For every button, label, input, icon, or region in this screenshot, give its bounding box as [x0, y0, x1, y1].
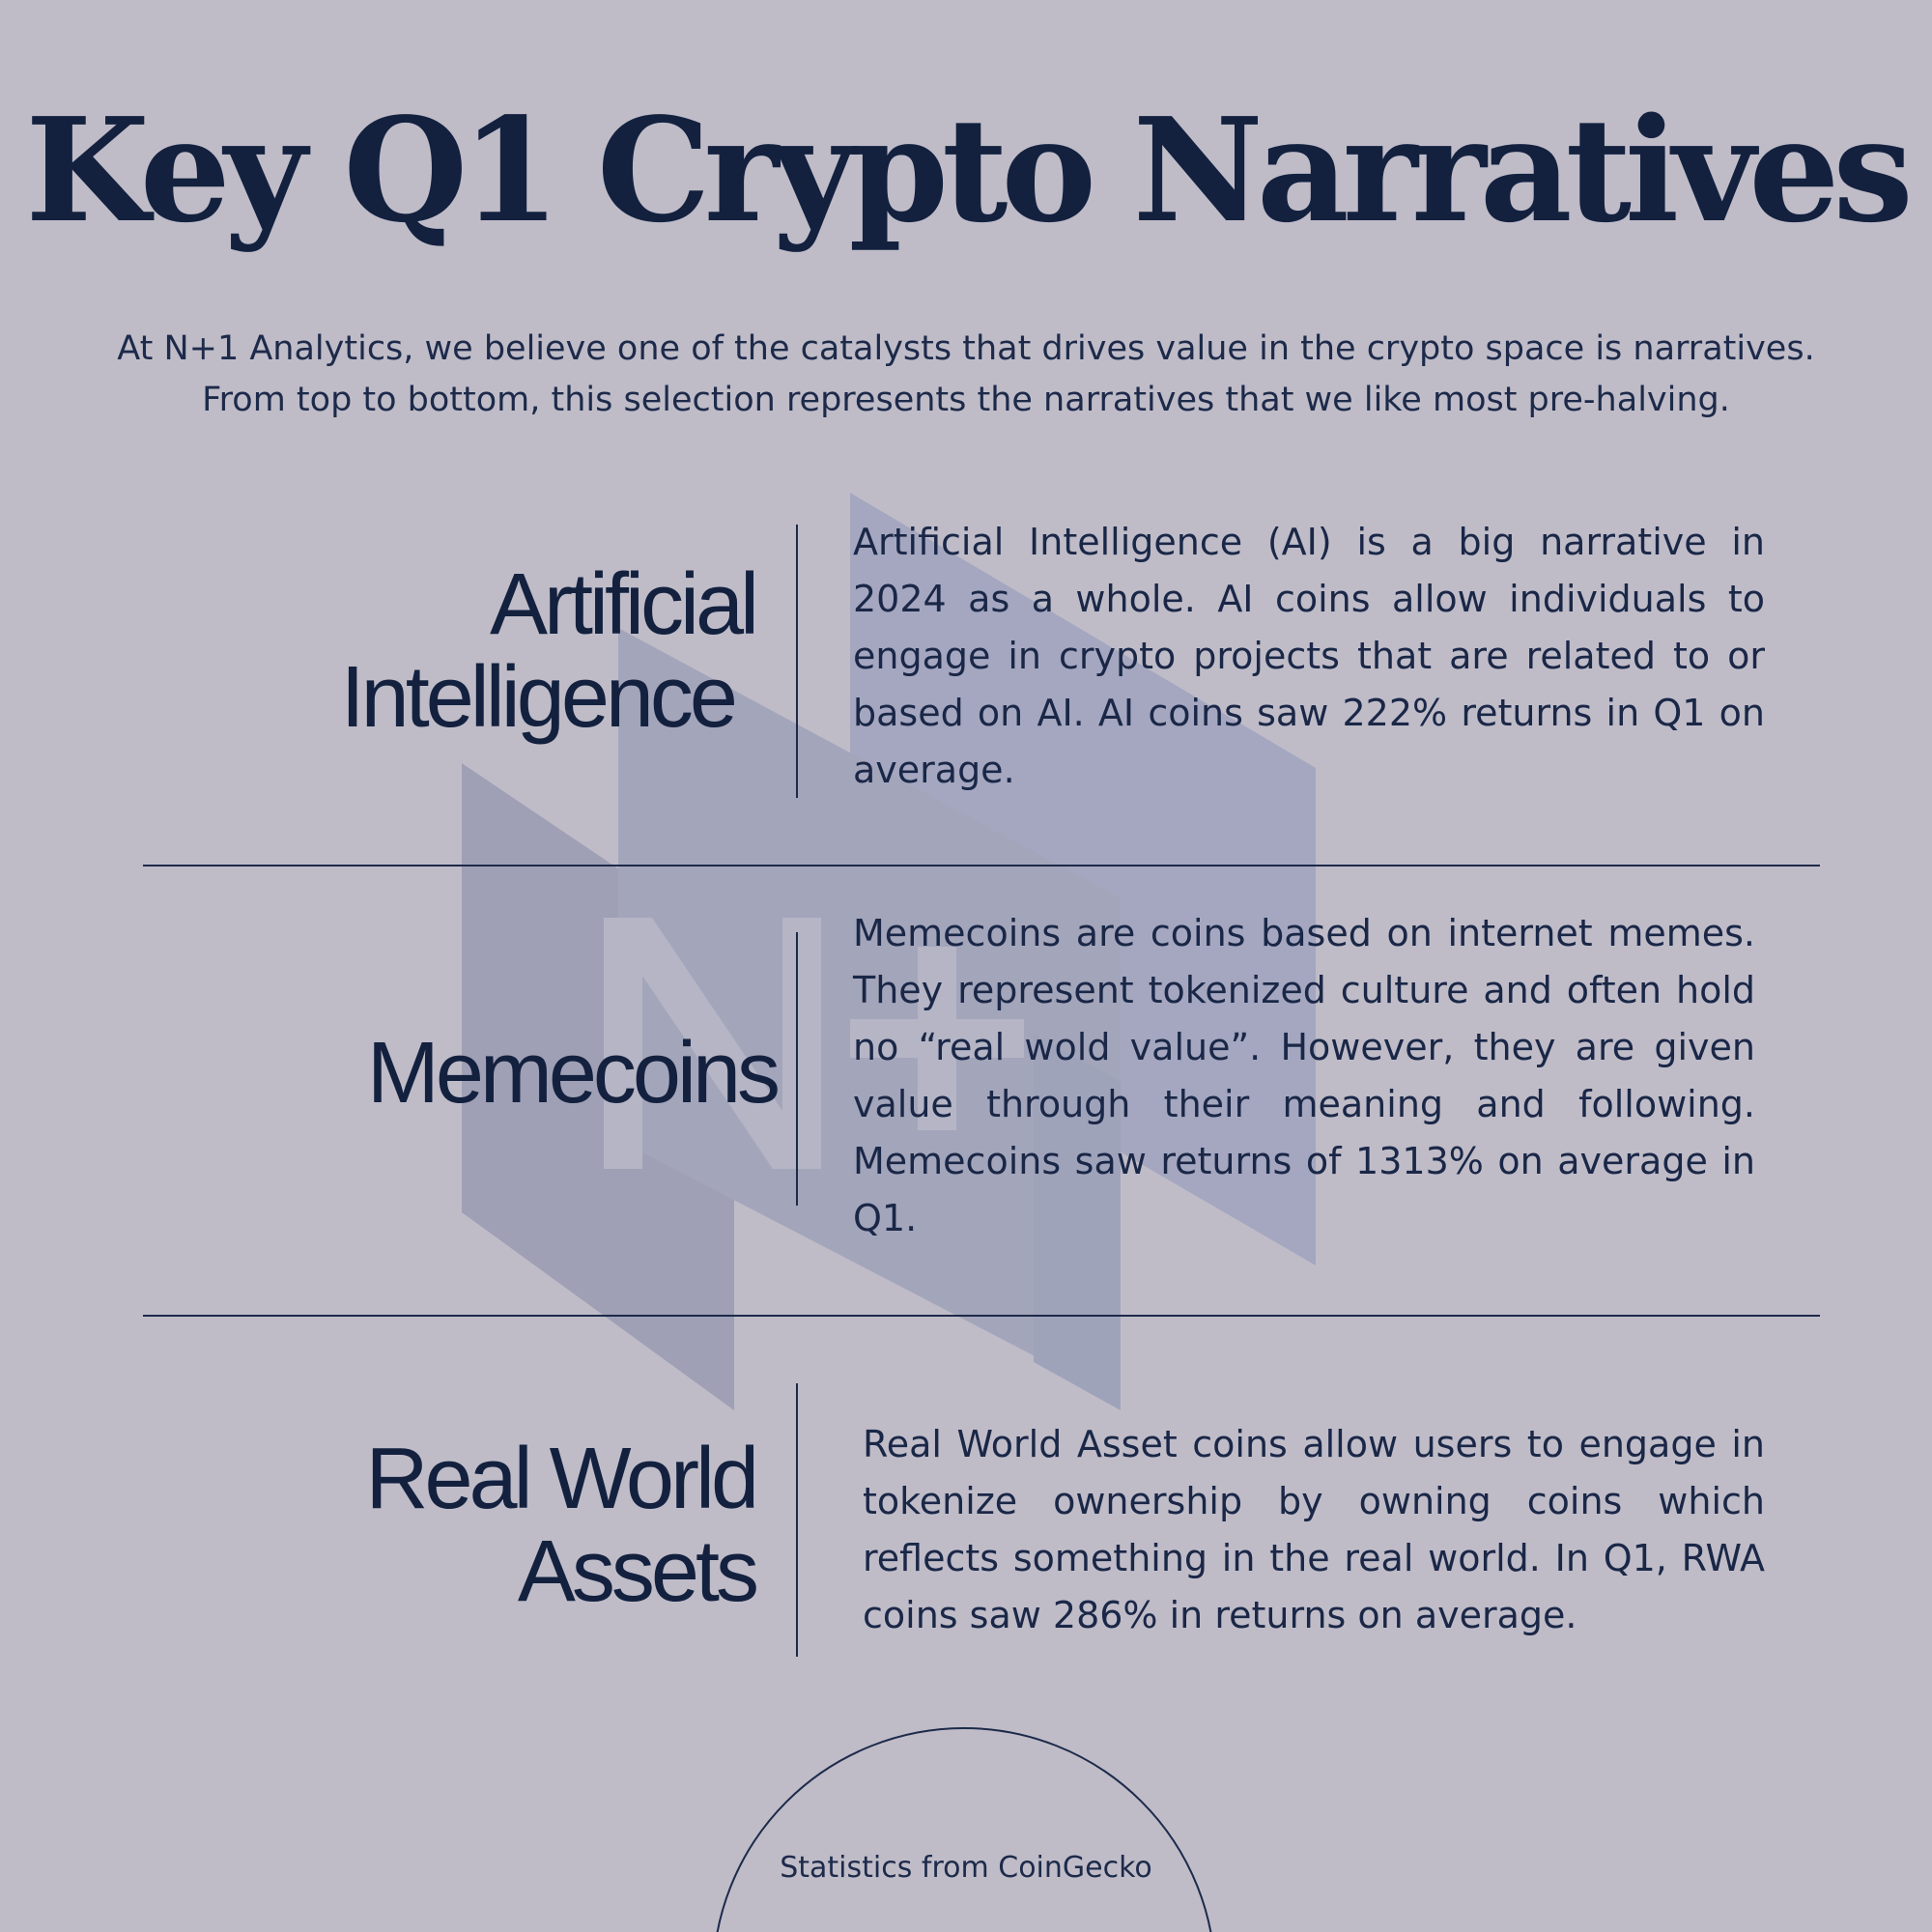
narrative-heading-memecoins: [367, 1027, 777, 1120]
footer-arc: [712, 1727, 1216, 1932]
section-divider-vertical: [796, 525, 798, 798]
narrative-heading-line: Real World: [365, 1431, 755, 1527]
intro-line-2: From top to bottom, this selection represents the narratives that we like most pre-halving.: [202, 381, 1730, 419]
narrative-description-memecoins: Memecoins are coins based on internet memes. They represent tokenized culture and often hold no “real wold value”. However, they are given value through their meaning and following. Memecoins saw returns of 1313% on average in Q1.: [853, 912, 1755, 1239]
section-divider-vertical: [796, 1383, 798, 1657]
narrative-heading-line: Artificial: [489, 556, 755, 653]
narrative-description-rwa: Real World Asset coins allow users to engage in tokenize ownership by owning coins which reflects something in the real world. In Q1, RWA coins saw 286% in returns on average.: [863, 1423, 1765, 1636]
source-credit: Statistics from CoinGecko: [780, 1851, 1152, 1885]
narrative-heading-line: Intelligence: [340, 649, 734, 746]
narrative-heading-rwa: [366, 1433, 756, 1618]
page-title: Key Q1 Crypto Narratives: [25, 86, 1907, 254]
narrative-heading-ai: [341, 558, 755, 744]
intro-line-1: At N+1 Analytics, we believe one of the catalysts that drives value in the crypto space is narratives.: [117, 329, 1815, 368]
narrative-description-ai: Artificial Intelligence (AI) is a big narrative in 2024 as a whole. AI coins allow individuals to engage in crypto projects that are related to or based on AI. AI coins saw 222% returns in Q1 on average.: [853, 521, 1765, 791]
section-divider-horizontal: [143, 1315, 1820, 1317]
intro-paragraph: [97, 324, 1835, 426]
section-divider-horizontal: [143, 865, 1820, 867]
narrative-heading-line: Assets: [517, 1523, 755, 1620]
section-divider-vertical: [796, 932, 798, 1206]
narrative-heading-line: Memecoins: [366, 1025, 777, 1122]
